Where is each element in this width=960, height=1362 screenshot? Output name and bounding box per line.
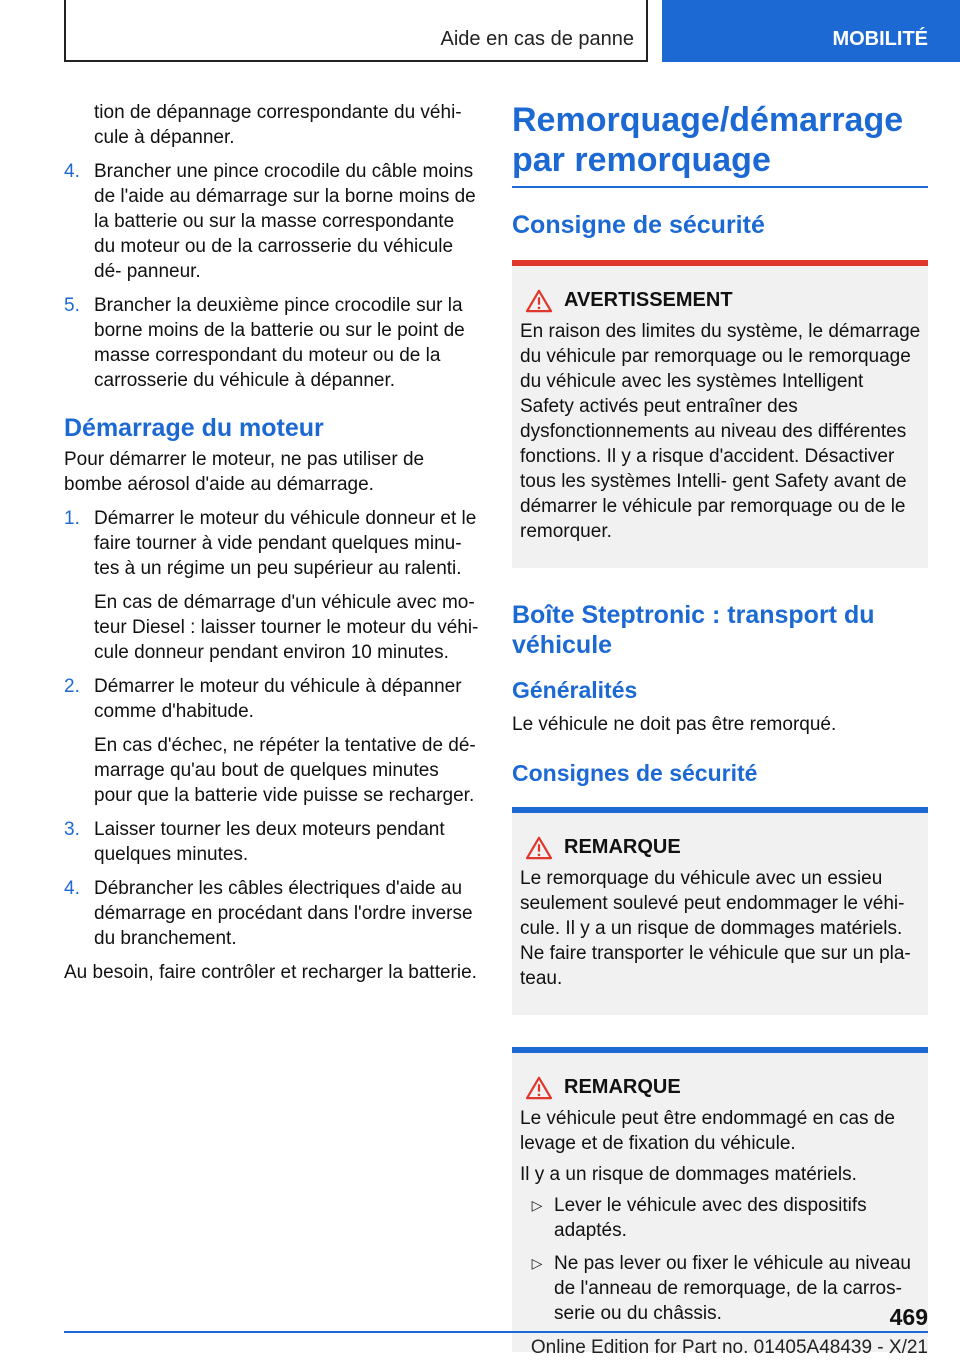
warning-triangle-icon <box>524 289 554 313</box>
step-number: 3. <box>64 819 80 840</box>
step-number: 5. <box>64 295 80 316</box>
bullet-text: Ne pas lever ou fixer le véhicule au niveau de l'anneau de remorquage, de la carros‐ serie ou du châssis. <box>554 1253 911 1324</box>
subsection-heading: Généralités <box>512 677 638 703</box>
step-note: En cas de démarrage d'un véhicule avec mo‐ teur Diesel : laisser tourner le moteur du véhi‐ cule donneur pendant environ 10 minutes. <box>94 592 479 663</box>
note-box <box>512 807 928 1015</box>
paragraph: Au besoin, faire contrôler et recharger la batterie. <box>64 962 477 983</box>
page-title: Remorquage/démarrage par remorquage <box>512 100 928 188</box>
list-item <box>64 293 480 393</box>
subsection-heading: Consignes de sécurité <box>512 760 758 786</box>
note-label: REMARQUE <box>564 836 681 858</box>
note-text: Le remorquage du véhicule avec un essieu seulement soulevé peut endommager le véhi‐ cule. Il y a un risque de dommages matériels. Ne faire transporter le véhicule que sur un pla‐ teau. <box>520 868 911 989</box>
left-column <box>64 100 480 994</box>
note-box <box>512 1047 928 1352</box>
paragraph: Le véhicule ne doit pas être remorqué. <box>512 714 837 735</box>
list-item <box>64 876 480 951</box>
list-item <box>64 159 480 284</box>
warning-triangle-icon <box>524 1076 554 1100</box>
list-item <box>520 1193 922 1243</box>
section-tab-label: MOBILITÉ <box>832 28 928 50</box>
step-number: 4. <box>64 161 80 182</box>
list-item <box>520 1251 922 1326</box>
note-text: Le véhicule peut être endommagé en cas de levage et de fixation du véhicule. <box>520 1108 895 1154</box>
section-heading: Consigne de sécurité <box>512 211 765 239</box>
step-text: Démarrer le moteur du véhicule à dépanner comme d'habitude. <box>94 676 462 722</box>
step-number: 2. <box>64 676 80 697</box>
warning-text: En raison des limites du système, le démarrage du véhicule par remorquage ou le remorquage du véhicule avec les systèmes Intelligent Safety activés peut entraîner des dysfonctionnements au niveau des différentes fonctions. Il y a risque d'accident. Désactiver tous les systèmes Intelli‐ gent Safety avant de démarrer le véhicule par remorquage ou de le remorquer. <box>520 321 921 542</box>
step-note: En cas d'échec, ne répéter la tentative de dé‐ marrage qu'au bout de quelques minutes pour que la batterie vide puisse se recharger. <box>94 735 476 806</box>
footer-divider <box>64 1331 928 1333</box>
note-label: REMARQUE <box>564 1076 681 1098</box>
list-item <box>64 817 480 867</box>
warning-triangle-icon <box>524 836 554 860</box>
triangle-bullet-icon: ▷ <box>531 1197 543 1213</box>
header-title: Aide en cas de panne <box>440 28 634 50</box>
note-text: Il y a un risque de dommages matériels. <box>520 1164 857 1185</box>
step-number: 1. <box>64 508 80 529</box>
step-text: Brancher une pince crocodile du câble moins de l'aide au démarrage sur la borne moins de la batterie ou sur la masse correspondante du moteur ou de la carrosserie du véhicule dé‐ panneur. <box>94 161 476 282</box>
step-text: Démarrer le moteur du véhicule donneur et le faire tourner à vide pendant quelques minu‐ tes à un régime un peu supérieur au ralenti. <box>94 508 477 579</box>
footer-edition: Online Edition for Part no. 01405A48439 - X/21 <box>530 1337 928 1358</box>
continued-text: tion de dépannage correspondante du véhi‐ cule à dépanner. <box>94 102 462 148</box>
paragraph: Pour démarrer le moteur, ne pas utiliser de bombe aérosol d'aide au démarrage. <box>64 449 425 495</box>
step-text: Laisser tourner les deux moteurs pendant quelques minutes. <box>94 819 445 865</box>
list-item <box>64 674 480 808</box>
warning-box <box>512 260 928 568</box>
bullet-text: Lever le véhicule avec des dispositifs adaptés. <box>554 1195 867 1241</box>
step-number: 4. <box>64 878 80 899</box>
section-heading: Démarrage du moteur <box>64 414 324 442</box>
warning-label: AVERTISSEMENT <box>564 289 733 311</box>
header-title-box <box>64 0 648 62</box>
section-tab[interactable] <box>662 0 960 62</box>
page-number: 469 <box>889 1304 928 1330</box>
list-item <box>64 506 480 665</box>
right-column <box>512 100 928 1352</box>
step-text: Brancher la deuxième pince crocodile sur la borne moins de la batterie ou sur le point de masse correspondant du moteur ou de la carrosserie du véhicule à dépanner. <box>94 295 465 391</box>
triangle-bullet-icon: ▷ <box>531 1255 543 1271</box>
step-text: Débrancher les câbles électriques d'aide au démarrage en procédant dans l'ordre inverse du branchement. <box>94 878 473 949</box>
section-heading: Boîte Steptronic : transport du véhicule <box>512 601 875 659</box>
